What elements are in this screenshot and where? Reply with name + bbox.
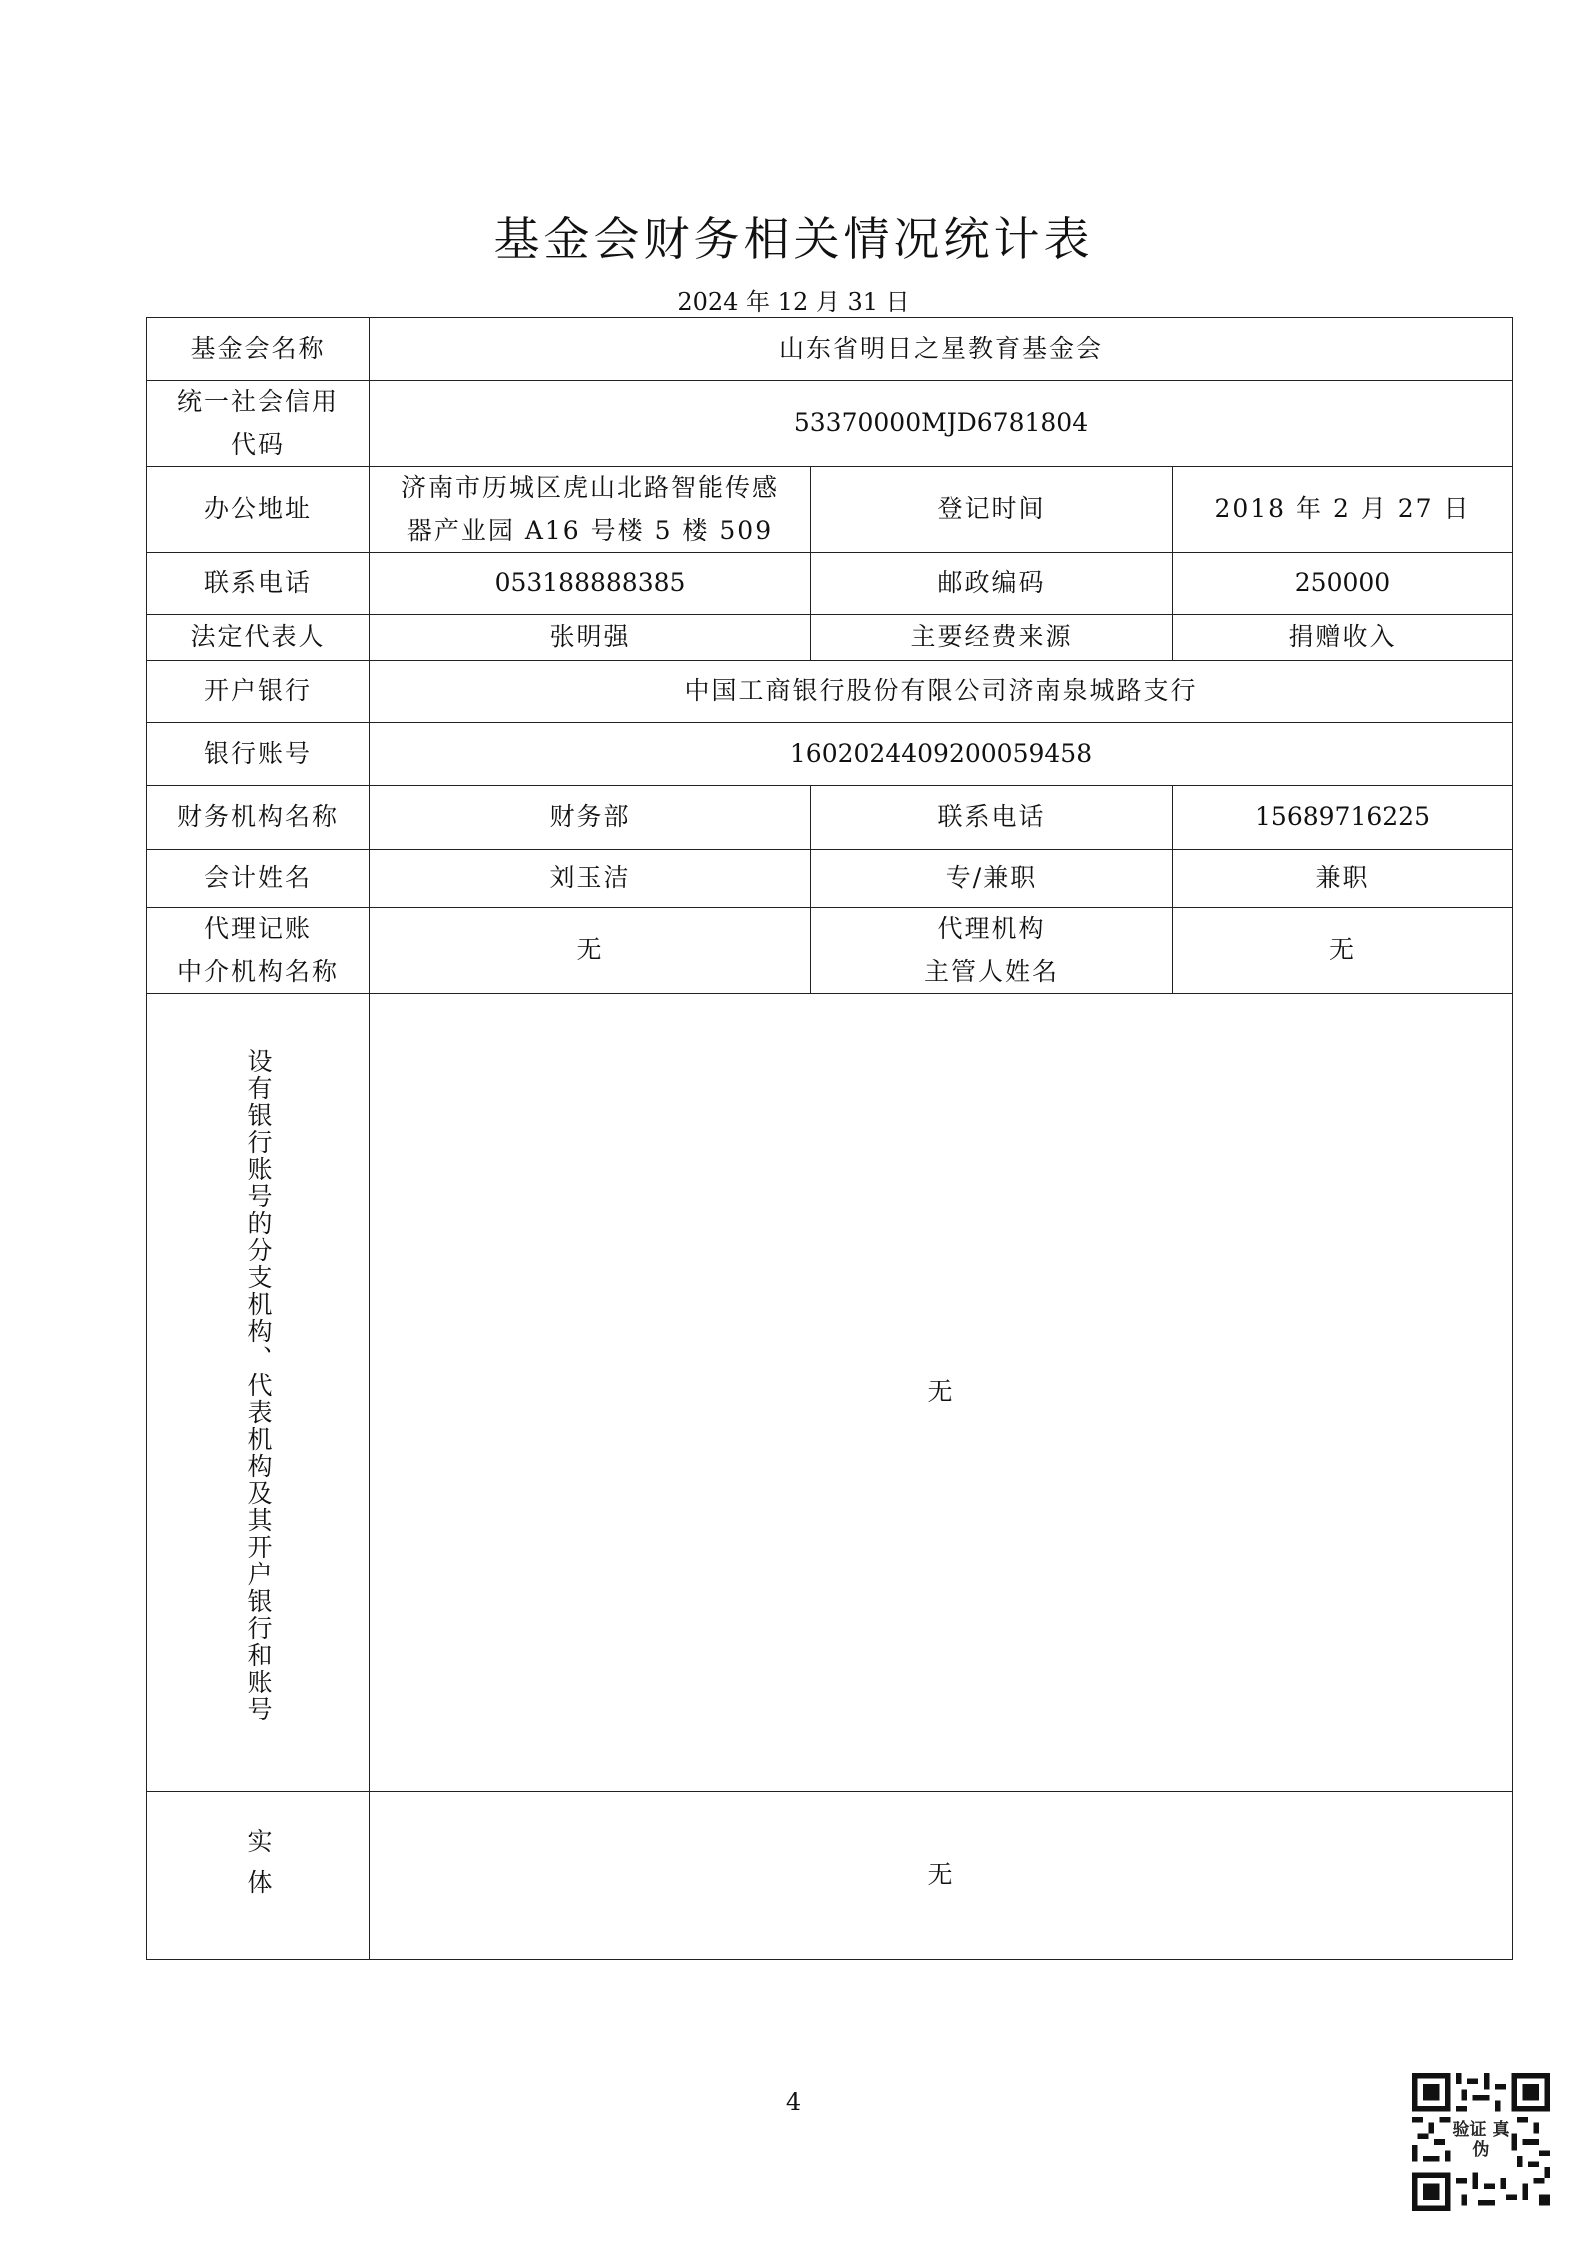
phone-value: 053188888385	[370, 553, 811, 615]
account-label: 银行账号	[147, 723, 370, 786]
accountant-label: 会计姓名	[147, 850, 370, 908]
accountant-value: 刘玉洁	[370, 850, 811, 908]
agency-value: 无	[370, 908, 811, 994]
address-value: 济南市历城区虎山北路智能传感 器产业园 A16 号楼 5 楼 509	[370, 467, 811, 553]
credit-code-label: 统一社会信用 代码	[147, 381, 370, 467]
finance-info-table	[146, 317, 1513, 1960]
postcode-label: 邮政编码	[811, 553, 1173, 615]
address-label: 办公地址	[147, 467, 370, 553]
finance-dept-label: 财务机构名称	[147, 786, 370, 850]
postcode-value: 250000	[1173, 553, 1513, 615]
fulltime-value: 兼职	[1173, 850, 1513, 908]
branches-value: 无	[370, 994, 1513, 1792]
bank-label: 开户银行	[147, 661, 370, 723]
report-date: 2024 年 12 月 31 日	[677, 288, 910, 316]
branches-label: 设有银行账号的分支机构、代表机构及其开户银行和账号	[147, 994, 370, 1792]
finance-dept-value: 财务部	[370, 786, 811, 850]
table-row	[147, 381, 1513, 467]
agency-label: 代理记账 中介机构名称	[147, 908, 370, 994]
credit-code-value: 53370000MJD6781804	[370, 381, 1513, 467]
entity-label: 实体	[147, 1792, 370, 1960]
legal-rep-value: 张明强	[370, 615, 811, 661]
table-row	[147, 850, 1513, 908]
funding-source-label: 主要经费来源	[811, 615, 1173, 661]
finance-phone-value: 15689716225	[1173, 786, 1513, 850]
phone-label: 联系电话	[147, 553, 370, 615]
agency-head-label: 代理机构 主管人姓名	[811, 908, 1173, 994]
name-value: 山东省明日之星教育基金会	[370, 318, 1513, 381]
page-number: 4	[785, 2088, 802, 2116]
legal-rep-label: 法定代表人	[147, 615, 370, 661]
table-row	[147, 994, 1513, 1792]
table-row	[147, 1792, 1513, 1960]
table-row	[147, 723, 1513, 786]
qr-verify-stamp: 验证 真伪	[1452, 2112, 1510, 2170]
table-row	[147, 786, 1513, 850]
agency-head-value: 无	[1173, 908, 1513, 994]
table-row	[147, 615, 1513, 661]
funding-source-value: 捐赠收入	[1173, 615, 1513, 661]
entity-value: 无	[370, 1792, 1513, 1960]
table-row	[147, 908, 1513, 994]
account-value: 1602024409200059458	[370, 723, 1513, 786]
registration-time-label: 登记时间	[811, 467, 1173, 553]
page-title: 基金会财务相关情况统计表	[493, 212, 1094, 266]
fulltime-label: 专/兼职	[811, 850, 1173, 908]
table-row	[147, 553, 1513, 615]
table-row	[147, 318, 1513, 381]
bank-value: 中国工商银行股份有限公司济南泉城路支行	[370, 661, 1513, 723]
table-row	[147, 467, 1513, 553]
name-label: 基金会名称	[147, 318, 370, 381]
table-row	[147, 661, 1513, 723]
registration-time-value: 2018 年 2 月 27 日	[1173, 467, 1513, 553]
finance-phone-label: 联系电话	[811, 786, 1173, 850]
